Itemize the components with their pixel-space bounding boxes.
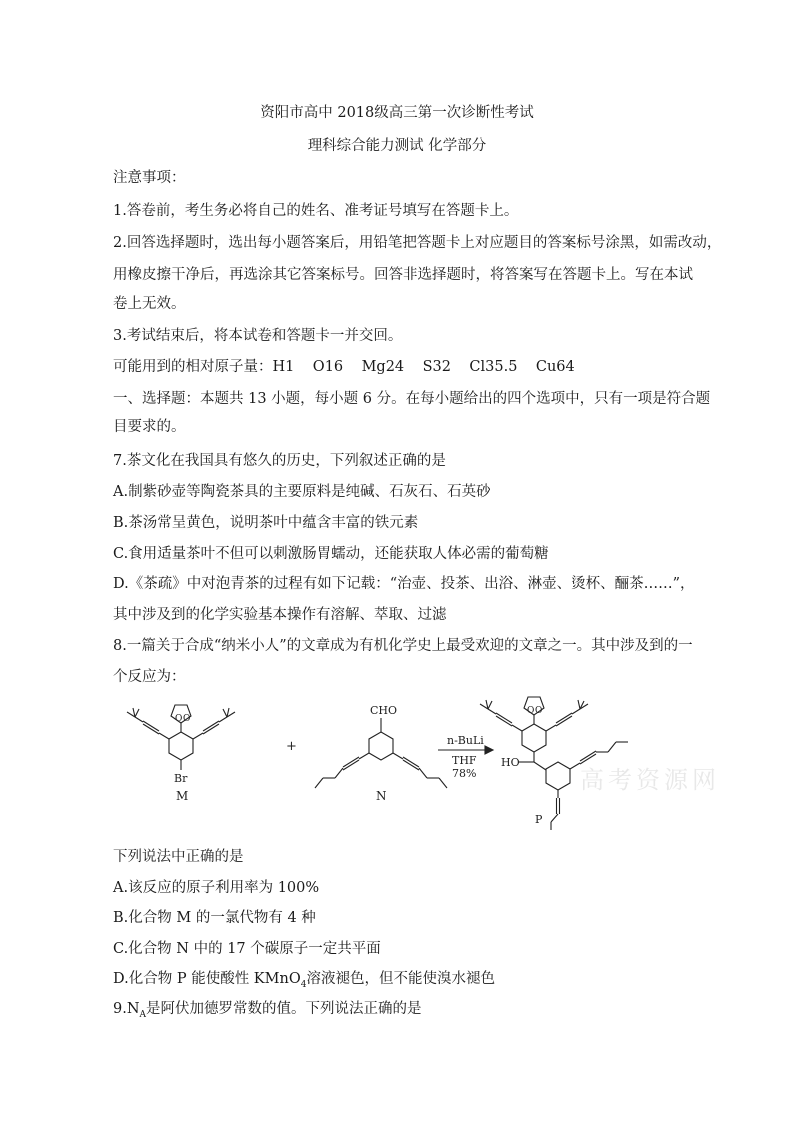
oxygen-label: O	[535, 706, 543, 716]
q7-option-b: B.茶汤常呈黄色，说明茶叶中蕴含丰富的铁元素	[113, 515, 419, 531]
label-n: N	[376, 789, 387, 803]
q8-prompt: 下列说法中正确的是	[113, 849, 244, 865]
q7-option-a: A.制紫砂壶等陶瓷茶具的主要原料是纯碱、石灰石、石英砂	[113, 484, 491, 500]
label-p: P	[535, 813, 543, 826]
q8-option-a: A.该反应的原子利用率为 100%	[113, 880, 320, 896]
q7-option-d-cont: 其中涉及到的化学实验基本操作有溶解、萃取、过滤	[113, 607, 447, 623]
note-item: 用橡皮擦干净后，再选涂其它答案标号。回答非选择题时，将答案写在答题卡上。写在本试	[113, 267, 693, 283]
note-item: 3.考试结束后，将本试卷和答题卡一并交回。	[113, 328, 403, 344]
label-m: M	[176, 789, 189, 803]
q8-stem-cont: 个反应为：	[113, 669, 186, 685]
aldehyde-label: CHO	[370, 704, 398, 717]
watermark: 高考资源网	[580, 766, 720, 794]
reagent-label: n-BuLi	[447, 734, 484, 747]
q9-stem: $9.N_A$是阿伏加德罗常数的值。下列说法正确的是	[113, 1001, 422, 1020]
q8-option-b: B.化合物 M 的一氯代物有 4 种	[113, 910, 316, 926]
q7-option-d: D.《茶疏》中对泡青茶的过程有如下记载：“治壶、投茶、出浴、淋壶、烫杯、酾茶……”，	[113, 576, 695, 592]
q8-stem: 8.一篇关于合成“纳米小人”的文章成为有机化学史上最受欢迎的文章之一。其中涉及到的一	[113, 638, 693, 654]
oxygen-label: O	[527, 706, 535, 716]
q8-option-c: C.化合物 N 中的 17 个碳原子一定共平面	[113, 941, 381, 957]
exam-title: 资阳市高中 2018级高三第一次诊断性考试	[260, 105, 534, 121]
q7-stem: 7.茶文化在我国具有悠久的历史，下列叙述正确的是	[113, 453, 446, 469]
oxygen-label: O	[175, 714, 183, 724]
notes-heading: 注意事项：	[113, 170, 186, 186]
note-item: 卷上无效。	[113, 296, 186, 312]
solvent-label: THF	[452, 754, 477, 767]
section-heading: 一、选择题：本题共 13 小题，每小题 6 分。在每小题给出的四个选项中，只有一项是符合题	[113, 391, 711, 407]
note-item: 2.回答选择题时，选出每小题答案后，用铅笔把答题卡上对应题目的答案标号涂黑，如需改动，	[113, 235, 722, 251]
plus-sign: +	[286, 739, 297, 754]
section-heading-cont: 目要求的。	[113, 419, 186, 435]
q7-option-c: C.食用适量茶叶不但可以刺激肠胃蠕动，还能获取人体必需的葡萄糖	[113, 546, 549, 562]
molecule-n-structure	[315, 718, 447, 788]
yield-label: 78%	[452, 767, 477, 780]
bromine-label: Br	[174, 772, 188, 785]
oxygen-label: O	[183, 714, 191, 724]
hydroxyl-label: HO	[501, 756, 520, 769]
exam-subtitle: 理科综合能力测试 化学部分	[307, 138, 487, 154]
q8-option-d: D.化合物 P 能使酸性 KMnO$_4$溶液褪色，但不能使溴水褪色	[113, 971, 495, 990]
note-item: 1.答卷前，考生务必将自己的姓名、准考证号填写在答题卡上。	[113, 203, 519, 219]
atomic-masses: 可能用到的相对原子量：H1 O16 Mg24 S32 Cl35.5 Cu64	[113, 359, 575, 375]
